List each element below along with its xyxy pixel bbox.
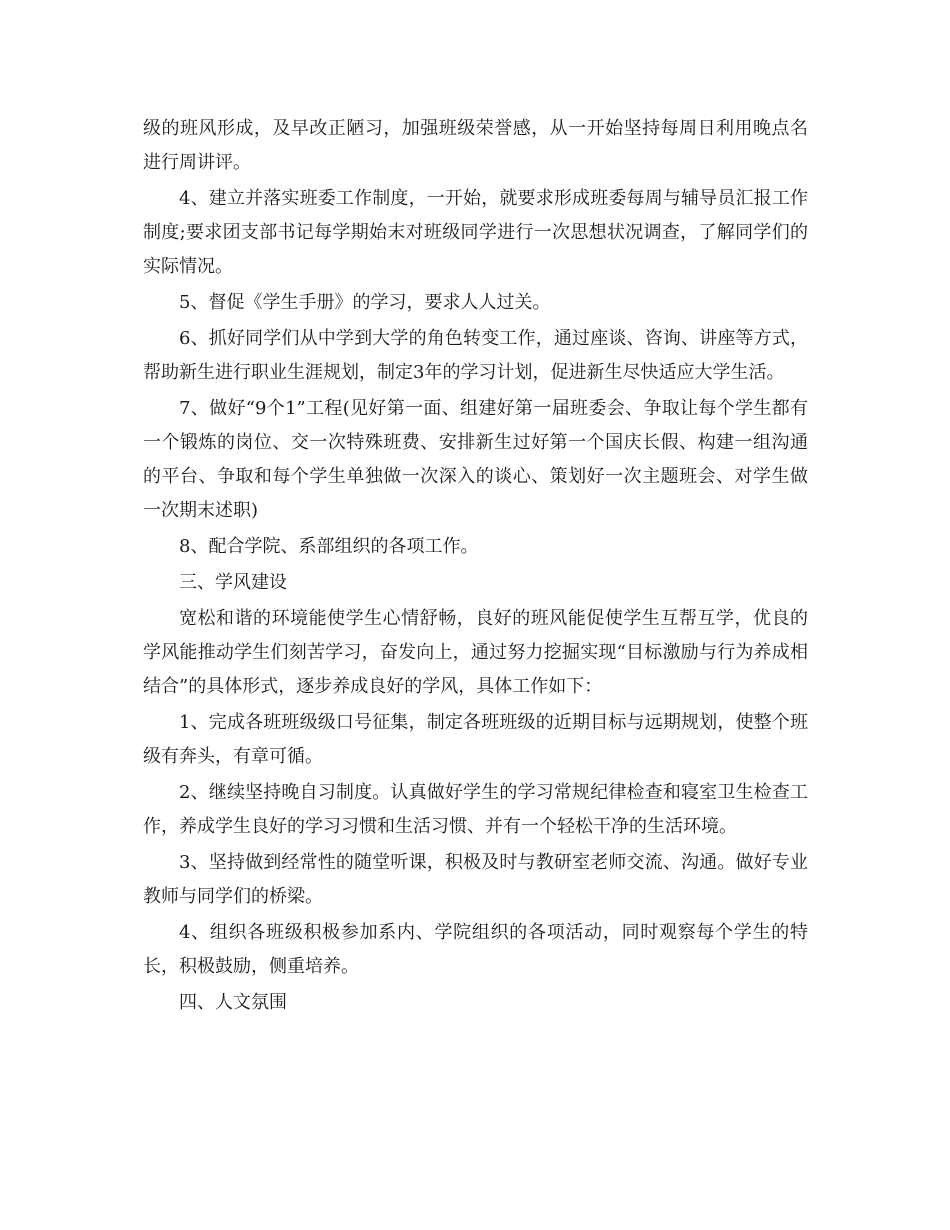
paragraph: 级的班风形成，及早改正陋习，加强班级荣誉感，从一开始坚持每周日利用晚点名进行周讲评。	[143, 118, 808, 173]
paragraph: 2、继续坚持晚自习制度。认真做好学生的学习常规纪律检查和寝室卫生检查工作，养成学生良好的学习习惯和生活习惯、并有一个轻松干净的生活环境。	[143, 782, 808, 837]
paragraph: 6、抓好同学们从中学到大学的角色转变工作，通过座谈、咨询、讲座等方式，帮助新生进行职业生涯规划，制定3年的学习计划，促进新生尽快适应大学生活。	[143, 328, 808, 383]
document-body	[143, 112, 808, 1022]
paragraph: 8、配合学院、系部组织的各项工作。	[179, 536, 479, 557]
paragraph: 1、完成各班班级级口号征集，制定各班班级的近期目标与远期规划，使整个班级有奔头，有章可循。	[143, 712, 808, 767]
paragraph: 5、督促《学生手册》的学习，要求人人过关。	[179, 292, 551, 313]
paragraph: 7、做好“9个1”工程(见好第一面、组建好第一届班委会、争取让每个学生都有一个锻炼的岗位、交一次特殊班费、安排新生过好第一个国庆长假、构建一组沟通的平台、争取和每个学生单独做一次深入的谈心、策划好一次主题班会、对学生做一次期末述职)	[143, 398, 808, 521]
paragraph: 4、组织各班级积极参加系内、学院组织的各项活动，同时观察每个学生的特长，积极鼓励，侧重培养。	[143, 922, 808, 977]
paragraph: 宽松和谐的环境能使学生心情舒畅，良好的班风能促使学生互帮互学，优良的学风能推动学生们刻苦学习，奋发向上，通过努力挖掘实现“目标激励与行为养成相结合”的具体形式，逐步养成良好的学风，具体工作如下：	[143, 608, 808, 697]
paragraph: 4、建立并落实班委工作制度，一开始，就要求形成班委每周与辅导员汇报工作制度;要求团支部书记每学期始末对班级同学进行一次思想状况调查，了解同学们的实际情况。	[143, 188, 808, 277]
section-heading: 三、学风建设	[179, 572, 287, 593]
section-heading: 四、人文氛围	[179, 992, 287, 1013]
paragraph: 3、坚持做到经常性的随堂听课，积极及时与教研室老师交流、沟通。做好专业教师与同学们的桥梁。	[143, 852, 808, 907]
